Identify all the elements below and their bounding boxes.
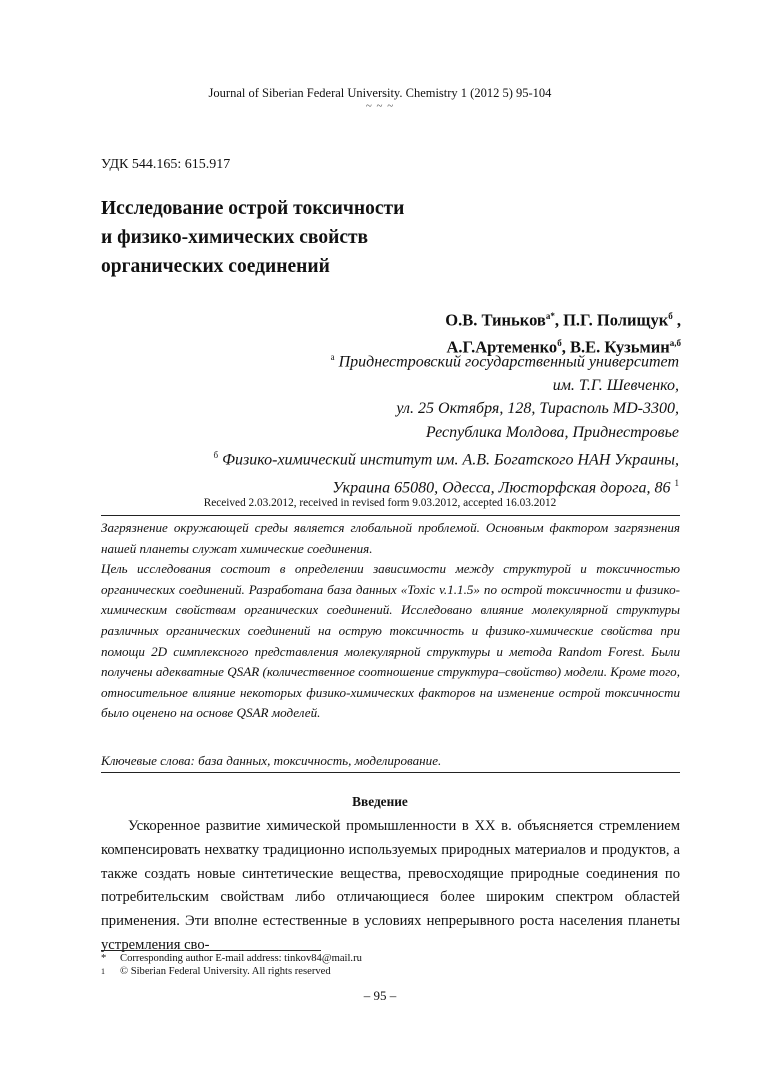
author-affiliation-mark: а* [545, 311, 555, 321]
title-line: и физико-химических свойств [101, 227, 369, 248]
authors-line-1: О.В. Тиньков$^{а*}$, П.Г. Полищук$^б$ , [445, 310, 681, 330]
authors-line-2: А.Г.Артеменко$^б$, В.Е. Кузьмин$^{а,б}$ [446, 337, 681, 356]
affiliation-line: $^а$ Приднестровский государственный университет [330, 352, 679, 371]
affiliation-line: Украина 65080, Одесса, Люсторфская дорога, 86 $^1$ [332, 477, 679, 497]
udk-code: УДК 544.165: 615.917 [101, 157, 231, 172]
footnote [101, 953, 362, 964]
intro-paragraph: Ускоренное развитие химической промышленности в XX в. объясняется стремлением компенсировать нехватку традиционно используемых природных материалов и продуктов, а также создать новые синтетические вещества, превосходящие природные соединения по потребительским свойствам либо отличающиеся более широким спектром областей применения. Эти вполне естественные в условиях непрерывного роста населения планеты устремления сво- [101, 818, 680, 953]
author-name: О.В. Тиньков [445, 310, 546, 330]
footnote-text: © Siberian Federal University. All rights reserved [120, 966, 331, 977]
author-name: А.Г.Артеменко [446, 337, 558, 356]
affiliation-mark: б [213, 449, 219, 460]
abstract-bottom-rule [101, 772, 680, 773]
author-affiliation-mark: а,б [669, 337, 681, 348]
title-line: органических соединений [101, 256, 330, 277]
affiliation-line: ул. 25 Октября, 128, Тирасполь MD-3300, [396, 400, 679, 418]
footnote-mark: 1 [674, 477, 679, 488]
author-name: В.Е. Кузьмин [569, 337, 670, 356]
abstract-top-rule [101, 515, 680, 516]
affiliation-line: Республика Молдова, Приднестровье [425, 423, 679, 441]
author-name: П.Г. Полищук [563, 310, 669, 330]
keywords: Ключевые слова: база данных, токсичность, моделирование. [101, 753, 442, 768]
footnote-mark: 1 [101, 967, 105, 976]
author-affiliation-mark: б [557, 337, 562, 348]
article-title [101, 194, 521, 281]
section-heading: Введение [352, 794, 408, 809]
footnote-mark: * [101, 953, 107, 964]
abstract [101, 518, 680, 724]
received-dates: Received 2.03.2012, received in revised form 9.03.2012, accepted 16.03.2012 [203, 497, 557, 509]
header-ornament: ~ ~ ~ [365, 100, 395, 112]
footnote-text: Corresponding author E-mail address: tinkov84@mail.ru [120, 953, 362, 964]
footnote [101, 966, 331, 977]
affiliation-line: им. Т.Г. Шевченко, [552, 376, 679, 394]
abstract-paragraph: Цель исследования состоит в определении зависимости между структурой и токсичностью органических соединений. Разработана база данных «Toxic v.1.1.5» по острой токсичности и физико-химическим свойствам органических соединений. Исследовано влияние молекулярной структуры различных органических соединений на острую токсичность и физико-химические свойства при помощи 2D симплексного представления молекулярной структуры и метода Random Forest. Были получены адекватные QSAR (количественное соотношение структура–свойство) модели. Кроме того, относительное влияние некоторых физико-химических факторов на изменение острой токсичности было оценено на основе QSAR моделей. [101, 561, 680, 721]
page-number: – 95 – [363, 988, 397, 1003]
affiliation-line: $^б$ Физико-химический институт им. А.В. Богатского НАН Украины, [213, 449, 679, 469]
title-line: Исследование острой токсичности [101, 198, 405, 219]
affiliation-mark: а [330, 352, 335, 362]
affiliations [214, 346, 679, 499]
author-affiliation-mark: б [668, 311, 673, 321]
journal-header: Journal of Siberian Federal University. Chemistry 1 (2012 5) 95-104 [208, 86, 552, 100]
abstract-paragraph: Загрязнение окружающей среды является глобальной проблемой. Основным фактором загрязнения нашей планеты служат химические соединения. [101, 520, 680, 556]
footnote-rule [101, 950, 321, 951]
